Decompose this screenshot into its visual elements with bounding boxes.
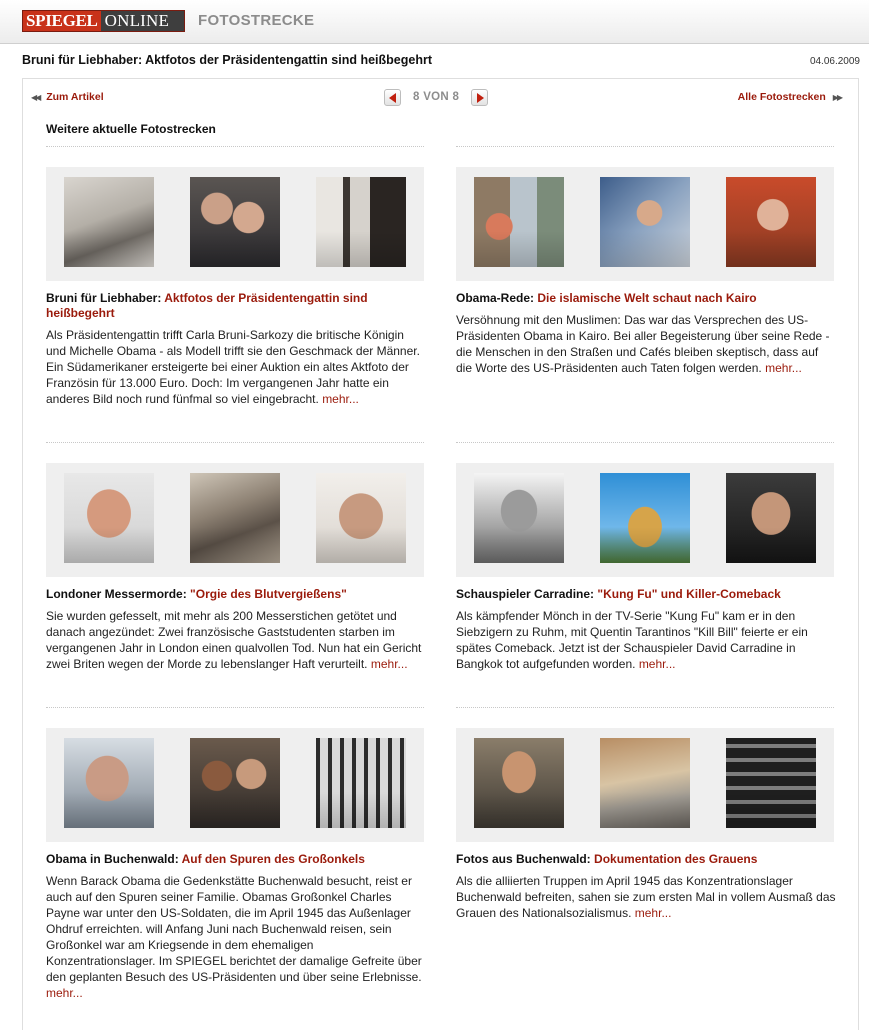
all-galleries-link[interactable] xyxy=(738,91,841,103)
gallery-thumbnail[interactable] xyxy=(190,473,280,563)
page-counter: 8 VON 8 xyxy=(413,91,460,103)
more-link[interactable]: mehr... xyxy=(638,657,676,671)
section-name: FOTOSTRECKE xyxy=(198,12,315,29)
gallery-kicker: Bruni für Liebhaber: xyxy=(46,291,162,305)
gallery-thumbnail[interactable] xyxy=(316,177,406,267)
gallery-kicker: Schauspieler Carradine: xyxy=(456,587,595,601)
more-link[interactable]: mehr... xyxy=(634,906,672,920)
thumbnail-strip xyxy=(46,728,424,842)
gallery-card xyxy=(46,728,426,1001)
gallery-card xyxy=(456,463,836,672)
gallery-thumbnail[interactable] xyxy=(600,177,690,267)
divider xyxy=(46,146,424,147)
next-page-button[interactable] xyxy=(471,89,488,106)
gallery-teaser xyxy=(46,873,426,1001)
more-link[interactable]: mehr... xyxy=(322,392,359,406)
gallery-thumbnail[interactable] xyxy=(600,738,690,828)
gallery-title-link[interactable] xyxy=(456,587,836,602)
gallery-teaser-text: Als Präsidentengattin trifft Carla Bruni-Sarkozy die britische Königin und Michelle Obama - als Modell trifft sie den Geschmack der Männer. Ein Südamerikaner ersteigerte bei einer Auktion ein altes Aktfoto der Französin für 13.000 Euro. Doch: Im vergangenen Jahr hatte ein anderes Bild noch rund fünfmal so viel eingebracht. xyxy=(46,328,420,406)
thumbnail-strip xyxy=(456,728,834,842)
gallery-teaser-text: Sie wurden gefesselt, mit mehr als 200 Messerstichen getötet und danach angezündet: Zwei französische Gaststudenten starben im vergangenen Jahr in London einen qualvollen Tod. Nun hat ein Gericht zwei Briten wegen der Morde zu lebenslanger Haft verurteilt. xyxy=(46,609,422,671)
gallery-title: Die islamische Welt schaut nach Kairo xyxy=(537,291,757,305)
more-link[interactable]: mehr... xyxy=(46,986,83,1000)
gallery-teaser xyxy=(456,873,836,921)
logo-online: ONLINE xyxy=(101,11,184,31)
double-chevron-left-icon: ◀◀ xyxy=(31,93,40,102)
gallery-title: Auf den Spuren des Großonkels xyxy=(181,852,365,866)
divider xyxy=(456,707,834,708)
thumbnail-strip xyxy=(456,463,834,577)
gallery-pager xyxy=(384,88,488,106)
page-title: Bruni für Liebhaber: Aktfotos der Präsidentengattin sind heißbegehrt xyxy=(22,53,432,67)
thumbnail-strip xyxy=(456,167,834,281)
gallery-teaser-text: Als die alliierten Truppen im April 1945 das Konzentrationslager Buchenwald befreiten, sahen sie zum ersten Mal in vollem Ausmaß das Grauen des Nationalsozialismus. xyxy=(456,874,836,920)
gallery-kicker: Fotos aus Buchenwald: xyxy=(456,852,591,866)
more-link[interactable]: mehr... xyxy=(370,657,408,671)
spiegel-online-logo[interactable] xyxy=(22,10,185,32)
gallery-teaser xyxy=(46,327,426,407)
divider xyxy=(46,707,424,708)
gallery-kicker: Obama in Buchenwald: xyxy=(46,852,179,866)
divider xyxy=(456,146,834,147)
thumbnail-strip xyxy=(46,463,424,577)
arrow-right-icon xyxy=(477,93,484,103)
gallery-teaser-text: Als kämpfender Mönch in der TV-Serie "Kung Fu" kam er in den Siebzigern zu Ruhm, mit Quentin Tarantinos "Kill Bill" feierte er ein spätes Comeback. Jetzt ist der Schauspieler David Carradine in Bangkok tot aufgefunden worden. xyxy=(456,609,808,671)
gallery-card xyxy=(456,728,836,921)
logo-spiegel: SPIEGEL xyxy=(23,11,101,31)
divider xyxy=(46,442,424,443)
gallery-title: "Kung Fu" und Killer-Comeback xyxy=(597,587,781,601)
thumbnail-strip xyxy=(46,167,424,281)
gallery-title-link[interactable] xyxy=(46,587,426,602)
gallery-teaser xyxy=(46,608,426,672)
divider xyxy=(456,442,834,443)
gallery-thumbnail[interactable] xyxy=(474,473,564,563)
gallery-thumbnail[interactable] xyxy=(64,738,154,828)
gallery-thumbnail[interactable] xyxy=(190,177,280,267)
gallery-teaser xyxy=(456,312,836,376)
gallery-card xyxy=(456,167,836,376)
gallery-title-link[interactable] xyxy=(46,852,426,867)
more-galleries-heading: Weitere aktuelle Fotostrecken xyxy=(46,122,216,136)
double-chevron-right-icon: ▶▶ xyxy=(832,93,841,102)
gallery-thumbnail[interactable] xyxy=(190,738,280,828)
gallery-title-link[interactable] xyxy=(456,291,836,306)
gallery-thumbnail[interactable] xyxy=(64,473,154,563)
gallery-title: Dokumentation des Grauens xyxy=(594,852,758,866)
gallery-thumbnail[interactable] xyxy=(600,473,690,563)
back-to-article-label: Zum Artikel xyxy=(46,91,104,103)
gallery-thumbnail[interactable] xyxy=(64,177,154,267)
gallery-card xyxy=(46,167,426,407)
back-to-article-link[interactable] xyxy=(31,91,104,103)
arrow-left-icon xyxy=(389,93,396,103)
gallery-teaser-text: Wenn Barack Obama die Gedenkstätte Buchenwald besucht, reist er auch auf den Spuren seiner Familie. Obamas Großonkel Charles Payne war unter den US-Soldaten, die im April 1945 das Außenlager Ohdruf erreichten. will Anfang Juni nach Buchenwald reisen, sein Großonkel war am Kriegsende in dem ehemaligen Konzentrationslager. Im SPIEGEL berichtet der damalige Gefreite über den geplanten Besuch des US-Präsidenten und über seine Erlebnisse. xyxy=(46,874,422,984)
gallery-thumbnail[interactable] xyxy=(474,177,564,267)
gallery-teaser-text: Versöhnung mit den Muslimen: Das war das Versprechen des US-Präsidenten Obama in Kairo. Bei aller Begeisterung über seine Rede - die Menschen in den Straßen und Cafés bleiben skeptisch, dass auf die Worte des US-Präsidenten auch Taten folgen werden. xyxy=(456,313,830,375)
gallery-thumbnail[interactable] xyxy=(316,738,406,828)
gallery-thumbnail[interactable] xyxy=(726,177,816,267)
gallery-kicker: Londoner Messermorde: xyxy=(46,587,187,601)
gallery-thumbnail[interactable] xyxy=(726,738,816,828)
gallery-kicker: Obama-Rede: xyxy=(456,291,535,305)
site-header xyxy=(0,0,869,44)
gallery-title-link[interactable] xyxy=(46,291,426,321)
all-galleries-label: Alle Fotostrecken xyxy=(737,91,826,103)
gallery-thumbnail[interactable] xyxy=(316,473,406,563)
publish-date: 04.06.2009 xyxy=(809,56,860,67)
gallery-card xyxy=(46,463,426,672)
gallery-thumbnail[interactable] xyxy=(726,473,816,563)
gallery-teaser xyxy=(456,608,836,672)
gallery-title-link[interactable] xyxy=(456,852,836,867)
gallery-title: "Orgie des Blutvergießens" xyxy=(190,587,347,601)
gallery-title: Aktfotos der Präsidentengattin sind heißbegehrt xyxy=(46,291,368,320)
previous-page-button[interactable] xyxy=(384,89,401,106)
gallery-thumbnail[interactable] xyxy=(474,738,564,828)
more-link[interactable]: mehr... xyxy=(765,361,802,375)
